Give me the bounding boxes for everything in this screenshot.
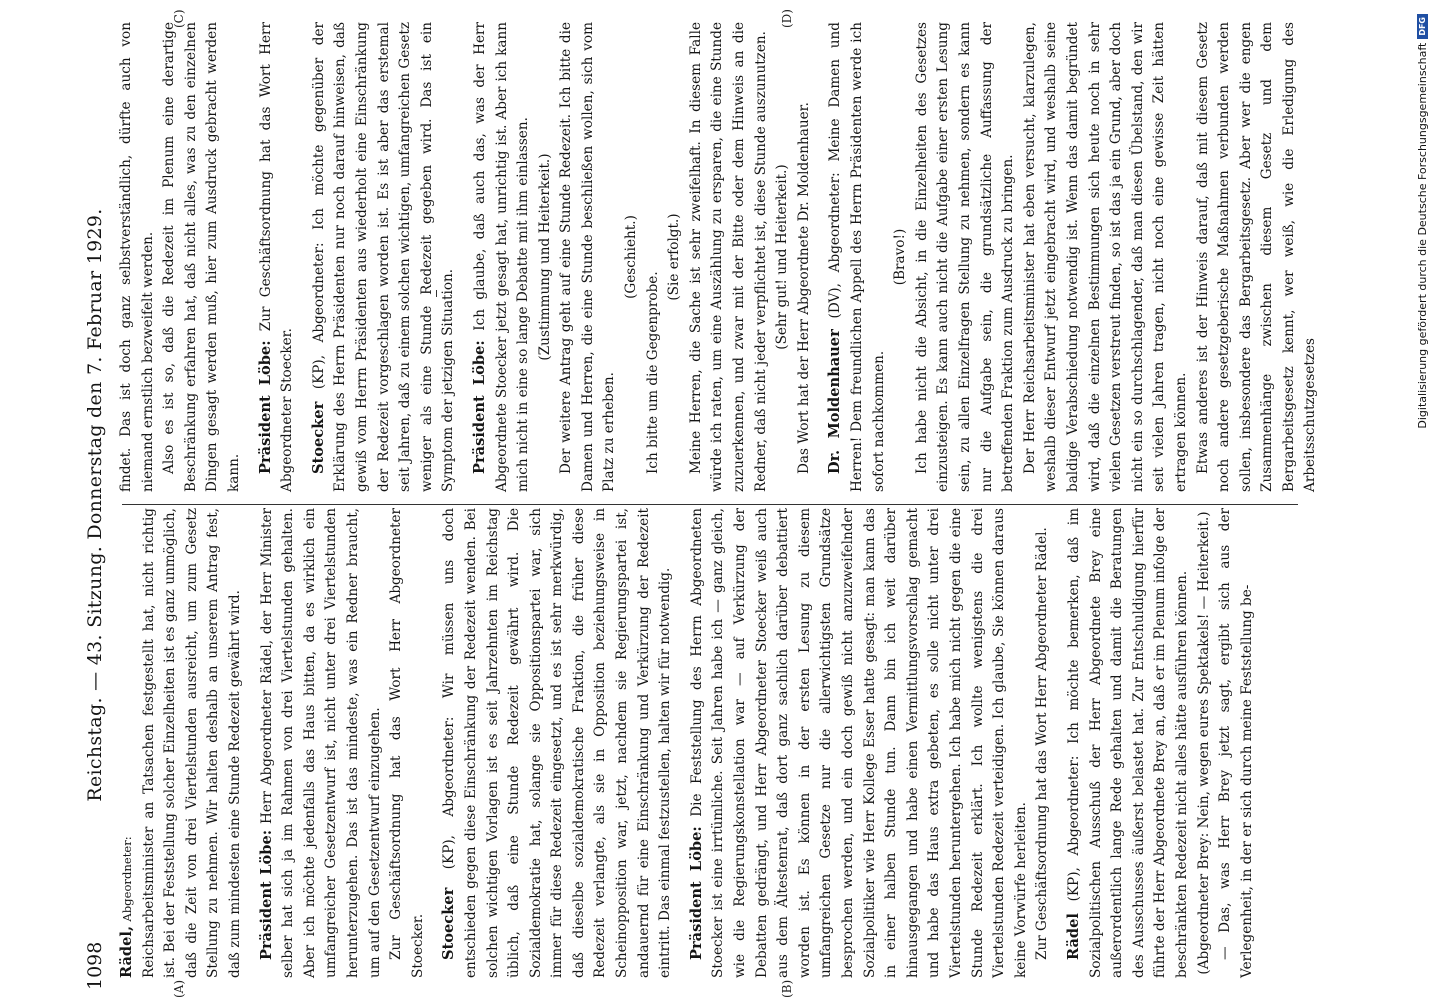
paragraph (438, 508, 677, 978)
paragraph-text: Herr Abgeordneter Rädel, der Herr Minister selber hat sich ja im Rahmen von drei Viertelstunden gehalten. Aber ich möchte jedenfalls das Haus bitten, da es wirklich ein umfangreicher Gesetzentwurf ist, nicht unter drei Viertelstunden herunterzugehen. Das ist das mindeste, was ein Redner braucht, um auf den Gesetzentwurf einzugehen. (258, 507, 383, 978)
margin-mark-a: (A) (172, 979, 186, 998)
digitization-note (1412, 14, 1432, 1000)
column-divider (122, 504, 1298, 505)
paragraph-text: Reichsarbeitsminister an Tatsachen festgestellt hat, nicht richtig ist. Bei der Feststellung solcher Einzelheiten ist es ganz unmöglich, daß die Zeit von drei Viertelstunden ausreicht, um zum Gesetz Stellung zu nehmen. Wir halten deshalb an unserem Antrag fest, daß zum mindesten eine Stunde Redezeit gewährt wird. (140, 508, 243, 978)
left-column (116, 508, 1308, 978)
paragraph-text: Der Herr Reichsarbeitsminister hat eben versucht, klarzulegen, weshalb dieser Entwurf jetzt eingebracht wird, und weshalb seine baldige Verabschiedung notwendig ist. Wenn das damit begründet wird, daß die einzelnen Bestimmungen sich heute noch in sehr vielen Gesetzen verstreut finden, so ist das ja ein Grund, aber doch nicht ein so durchschlagender, daß man diesen Übelstand, den wir seit vielen Jahren tragen, nicht noch eine gewisse Zeit hätten ertragen können. (1021, 22, 1189, 492)
paragraph-text: Ich habe nicht die Absicht, in die Einzelheiten des Gesetzes einzusteigen. Es kann auch nicht die Aufgabe einer ersten Lesung sein, zu allen Einzelfragen Stellung zu nehmen, sondern es kann nur die Aufgabe sein, die grundsätzliche Auffassung der betreffenden Fraktion zum Ausdruck zu bringen. (913, 22, 1017, 492)
page-number: 1098 (84, 941, 106, 990)
speaker-name: Rädel, (118, 925, 135, 978)
speaker-name: Präsident Löbe: (256, 340, 274, 474)
paragraph-text: Ich möchte bemerken, daß im Sozialpolitischen Ausschuß der Herr Abgeordnete Brey eine außerordentlich lange Rede gehalten und damit die Beratungen des Ausschusses äußerst belastet hat. Zur Entschuldigung hierfür führte der Herr Abgeordnete Brey an, daß er im Plenum infolge der beschränkten Redezeit nicht alles hätte ausführen können. (1065, 507, 1190, 978)
margin-mark-c: (C) (172, 9, 186, 28)
paragraph (256, 508, 387, 978)
paragraph (643, 22, 665, 492)
paragraph-text: Meine Herren, die Sache ist sehr zweifelhaft. In diesem Falle würde ich raten, um eine Auszählung zu ersparen, die eine Stunde zuzuerkennen, und zwar mit der Bitte oder dem Hinweis an die Redner, daß nicht jeder verpflichtet ist, diese Stunde auszunutzen. (687, 22, 769, 492)
speaker-name: Präsident Löbe: (257, 829, 275, 960)
speaker-name: Stoecker (440, 887, 458, 960)
paragraph (912, 22, 1020, 492)
paragraph (1063, 508, 1194, 978)
paragraph (686, 22, 772, 492)
interjection: (Abgeordneter Brey: Nein, wegen eures Spektakels! — Heiterkeit.) (1195, 511, 1212, 975)
paragraph-text: — Das, was Herr Brey jetzt sagt, ergibt sich aus der Verlegenheit, in der er sich durch meine Feststellung be- (1217, 508, 1255, 978)
paragraph-text: Ich bitte um die Gegenprobe. (644, 271, 661, 474)
paragraph-text: Wir müssen uns doch entschieden gegen diese Einschränkung der Redezeit wenden. Bei solchen wichtigen Vorlagen ist es seit Jahrzehnten im Reichstag üblich, daß eine Stunde Redezeit gewährt wird. Die Sozialdemokratie hat, solange sie Oppositionspartei war, sich immer für diese Redezeit eingesetzt, und es ist sehr merkwürdig, daß dieselbe sozialdemokratische Fraktion, die früher diese Redezeit verlangte, als sie in Opposition beziehungsweise in Scheinopposition war, jetzt, nachdem sie Regierungspartei ist, andauernd für eine Einschränkung und Verkürzung der Redezeit eintritt. Das einmal festzustellen, halten wir für notwendig. (441, 508, 674, 978)
rotated-document-page (80, 0, 1320, 1000)
paragraph-text: Meine Damen und Herren! Dem freundlichen Appell des Herrn Präsidenten werde ich sofort nachkommen. (827, 22, 887, 492)
paragraph-text: Der weitere Antrag geht auf eine Stunde Redezeit. Ich bitte die Damen und Herren, die eine Stunde beschließen wollen, sich vom Platz zu erheben. (558, 22, 618, 492)
dfg-logo: DFG (1417, 14, 1428, 39)
paragraph-text: Ich möchte gegenüber der Erklärung des Herrn Präsidenten nur noch darauf hinweisen, daß gewiß vom Herrn Präsidenten aus wiederholt eine Einschränkung der Redezeit vorgeschlagen worden ist. Es ist aber das erstemal seit Jahren, daß zu einem solchen wichtigen, umfangreichen Gesetz weniger als eine Stunde Redezeit gegeben wird. Das ist ein Symptom der jetzigen Situation. (310, 22, 457, 492)
speaker-role: (KP), Abgeordneter: (1065, 755, 1082, 902)
paragraph-text: Also es ist so, daß die Redezeit im Plenum eine derartige Beschränkung erfahren hat, daß nicht alles, was zu den einzelnen Dingen gesagt werden muß, hier zum Ausdruck gebracht werden kann. (161, 22, 242, 492)
paragraph (469, 22, 535, 492)
paragraph-text: Zur Geschäftsordnung hat das Wort Herr Abgeordneter Stoecker. (257, 21, 296, 492)
speaker-role: (KP), Abgeordneter: (310, 242, 327, 390)
paragraph (1032, 508, 1054, 978)
paragraph (686, 508, 1033, 978)
paragraph (116, 508, 247, 978)
paragraph-text: Zur Geschäftsordnung hat das Wort Herr Abgeordneter Rädel. (1034, 527, 1051, 960)
paragraph (556, 22, 621, 492)
paragraph-text: Etwas anderes ist der Hinweis darauf, daß mit diesem Gesetz noch andere gesetzgeberische Maßnahmen verbunden werden sollen, insbesondere das Bergarbeitsgesetz. Aber wer die engen Zusammenhänge zwischen diesem Gesetz und dem Bergarbeitsgesetz kennt, wer weiß, wie die Erledigung des Arbeitsschutzgesetzes (1194, 22, 1319, 492)
paragraph (1020, 22, 1193, 492)
paragraph (116, 22, 159, 492)
paragraph (159, 22, 245, 492)
paragraph (794, 22, 816, 492)
margin-mark-d: (D) (780, 9, 794, 28)
paragraph (308, 22, 460, 492)
interjection: (Zustimmung und Heiterkeit.) (536, 153, 553, 361)
paragraph-text: Zur Geschäftsordnung hat das Wort Herr Abgeordneter Stoecker. (388, 508, 426, 978)
speaker-name: Rädel (1064, 913, 1082, 960)
speaker-role: Abgeordneter: (120, 836, 134, 922)
paragraph (386, 508, 429, 978)
interjection: (Sehr gut! und Heiterkeit.) (774, 164, 791, 350)
paragraph-text: Das Wort hat der Herr Abgeordnete Dr. Moldenhauer. (795, 101, 812, 474)
speaker-role: (KP), Abgeordneter: (441, 716, 458, 870)
interjection: (Sie erfolgt.) (666, 213, 683, 301)
paragraph-text: Ich glaube, daß auch das, was der Herr Abgeordnete Stoecker jetzt gesagt hat, unrichtig ist. Aber ich kann mich nicht in eine so lange Debatte mit ihm einlassen. (471, 22, 532, 492)
session-title: Reichstag. — 43. Sitzung. Donnerstag den 7. Februar 1929. (84, 208, 106, 802)
speaker-name: Präsident Löbe: (687, 826, 705, 960)
interjection: (Geschieht.) (623, 215, 640, 299)
speaker-name: Präsident Löbe: (470, 340, 488, 474)
speaker-name: Stoecker (309, 401, 327, 474)
digitization-text: Digitalisierung gefördert durch die Deutsche Forschungsgemeinschaft (1415, 42, 1429, 429)
speaker-role: (DV), Abgeordneter: (827, 172, 844, 319)
paragraph-text: Die Feststellung des Herrn Abgeordneten Stoecker ist eine irrtümliche. Seit Jahren habe ich — ganz gleich, wie die Regierungskonstellation war — auf Verkürzung der Debatten gedrängt, und Herr Abgeordneter Stoecker weiß auch aus dem Ältestenrat, daß dort ganz sachlich darüber debattiert worden ist. Es können in der ersten Lesung zu diesem umfangreichen Gesetze nur die allerwichtigsten Grundsätze besprochen werden, und ein doch gewiß nicht anzuzweifelnder Sozialpolitiker wie Herr Kollege Esser hatte gesagt: man kann das in einer halben Stunde tun. Dann bin ich weit darüber hinausgegangen und habe einen Vermittlungsvorschlag gemacht und habe das Haus extra gebeten, es solle nicht unter drei Viertelstunden heruntergehen. Ich habe mich nicht gegen die eine Stunde Redezeit erklärt. Ich wollte wenigstens die drei Viertelstunden Redezeit verteidigen. Ich glaube, Sie können daraus keine Vorwürfe herleiten. (688, 508, 1029, 978)
page-header (82, 20, 116, 990)
paragraph (824, 22, 890, 492)
speaker-name: Dr. Moldenhauer (826, 329, 844, 474)
right-column (116, 21, 1319, 492)
paragraph (255, 22, 299, 492)
scan-tick-mark (436, 290, 437, 297)
paragraph (1193, 22, 1323, 492)
interjection: (Bravo!) (892, 228, 909, 286)
paragraph (1215, 508, 1258, 978)
paragraph-text: findet. Das ist doch ganz selbstverständlich, dürfte auch von niemand ernstlich bezweifelt werden. (118, 22, 156, 492)
margin-mark-b: (B) (780, 979, 794, 998)
